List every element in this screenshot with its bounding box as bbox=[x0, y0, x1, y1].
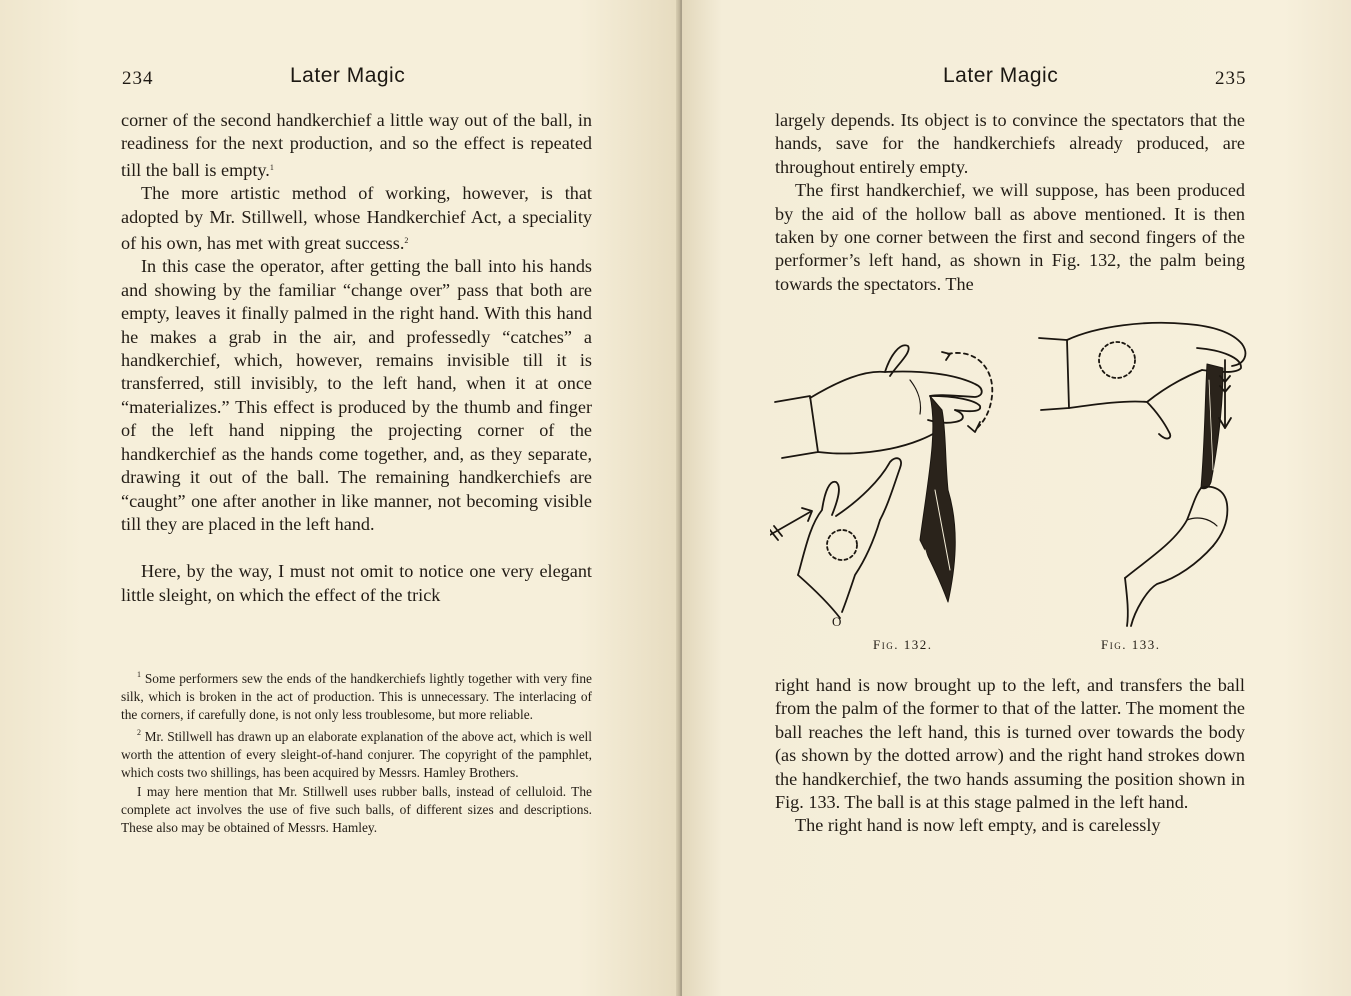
hands-illustration-fig-132 bbox=[770, 340, 1015, 630]
left-footnotes bbox=[121, 666, 592, 837]
paragraph: Here, by the way, I must not omit to notice one very elegant little sleight, on which the effect of the trick bbox=[121, 561, 592, 605]
left-body-text bbox=[121, 109, 592, 607]
right-page-number: 235 bbox=[1215, 68, 1247, 89]
paragraph: In this case the operator, after getting the ball into his hands and showing by the familiar “change over” pass that both are empty, leaves it finally palmed in the right hand. With this hand he makes a grab in the air, and professedly “catches” a handkerchief, which, however, remains invisible till it is transferred, still invisibly, to the left hand, when it at once “materializes.” This effect is produced by the thumb and finger of the left hand nipping the projecting corner of the handkerchief as the hands come together, and, as they separate, drawing it out of the ball. The remaining handkerchiefs are “caught” one after another in like manner, not becoming visible till they are placed in the left hand. bbox=[121, 256, 592, 534]
paragraph: largely depends. Its object is to convince the spectators that the hands, save for the handkerchiefs already produced, are throughout entirely empty. bbox=[775, 110, 1245, 177]
paragraph: right hand is now brought up to the left, and transfers the ball from the palm of the former to that of the latter. The moment the ball reaches the left hand, this is turned over towards the body (as shown by the dotted arrow) and the right hand strokes down the handkerchief, the two hands assuming the position shown in Fig. 133. The ball is at this stage palmed in the left hand. bbox=[775, 675, 1245, 813]
footnote: $^2$ Mr. Stillwell has drawn up an elaborate explanation of the above act, which is well worth the attention of every sleight-of-hand conjurer. The copyright of the pamphlet, which costs two shillings, has been acquired by Messrs. Hamley Brothers. bbox=[121, 728, 592, 781]
figure-mark: O bbox=[832, 614, 842, 629]
right-body-text-top bbox=[775, 109, 1245, 296]
right-body-text-bottom bbox=[775, 674, 1245, 838]
footnote: I may here mention that Mr. Stillwell uses rubber balls, instead of celluloid. The complete act involves the use of five such balls, of different sizes and descriptions. These also may be obtained of Messrs. Hamley. bbox=[121, 783, 592, 835]
left-page-number: 234 bbox=[122, 68, 154, 89]
figure-caption-133: Fig. 133. bbox=[1101, 637, 1161, 652]
hands-illustration-fig-133 bbox=[1037, 320, 1257, 630]
right-page bbox=[682, 0, 1351, 996]
left-running-head: Later Magic bbox=[290, 64, 406, 87]
figure-caption-132: Fig. 132. bbox=[873, 637, 933, 652]
paragraph: The more artistic method of working, however, is that adopted by Mr. Stillwell, whose Handkerchief Act, a speciality of his own, has met with great success.$^2$ bbox=[121, 183, 592, 254]
paragraph: corner of the second handkerchief a little way out of the ball, in readiness for the next production, and so the effect is repeated till the ball is empty.$^1$ bbox=[121, 110, 592, 180]
paragraph: The right hand is now left empty, and is carelessly bbox=[795, 815, 1161, 836]
paragraph: The first handkerchief, we will suppose, has been produced by the aid of the hollow ball as above mentioned. It is then taken by one corner between the first and second fingers of the performer’s left hand, as shown in Fig. 132, the palm being towards the spectators. The bbox=[775, 180, 1245, 294]
right-running-head: Later Magic bbox=[943, 64, 1059, 87]
footnote: $^1$ Some performers sew the ends of the handkerchiefs lightly together with very fine silk, which is broken in the act of production. This is unnecessary. The interlacing of the corners, if carefully done, is not only less troublesome, but more reliable. bbox=[121, 670, 592, 723]
